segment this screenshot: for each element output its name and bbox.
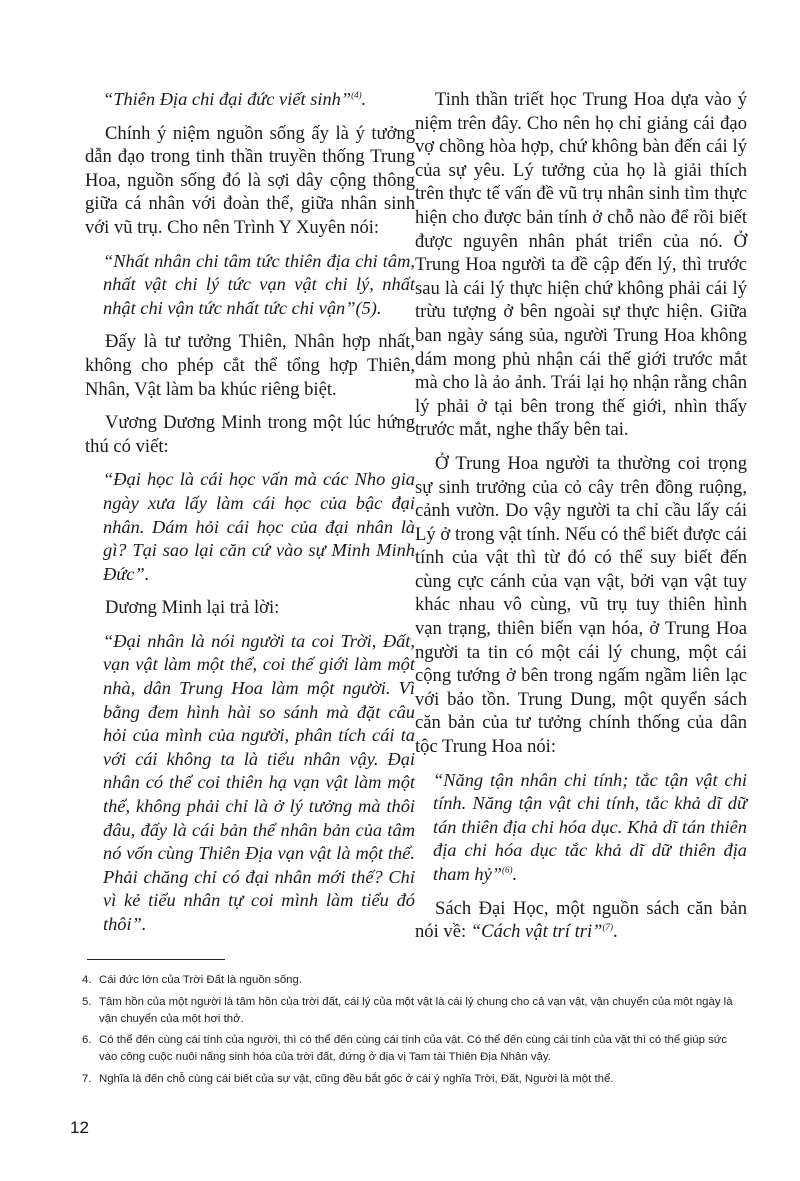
footnote-separator	[87, 959, 225, 960]
footnotes	[82, 972, 744, 1093]
footnote: 7. Nghĩa là đến chỗ cùng cái biết của sự vật, cũng đều bắt gốc ở cái ý nghĩa Trời, Đất, Người là một thể.	[82, 1072, 614, 1085]
quote-thien-dia: “Thiên Địa chi đại đức viết sinh”$^{(4)}$.	[103, 89, 367, 109]
footnote: 4. Cái đức lớn của Trời Đất là nguồn sống.	[82, 974, 303, 986]
paragraph: Sách Đại Học, một nguồn sách căn bản nói về: “Cách vật trí tri”$^{(7)}$.	[415, 897, 747, 943]
paragraph: Ở Trung Hoa người ta thường coi trọng sự sinh trưởng của cỏ cây trên đồng ruộng, cảnh vườn. Do vậy người ta chỉ cầu lấy cái Lý ở trong vật tính. Nếu có thể biết được cái tính của vật thì từ đó có thể suy biết đến cùng cực cánh của vạn vật, bởi vạn vật tuy khác nhau vô cùng, vũ trụ tuy thiên hình vạn trạng, thiên biến vạn hóa, ở Trung Hoa người ta tin có một cái lý chung, một cái cộng tướng ở bên trong ngấm ngầm liên lạc với bảo tồn. Trung Dung, một quyển sách căn bản của tư tưởng chính thống của dân tộc Trung Hoa nói:	[415, 452, 747, 758]
quote-vuong-duong-minh: “Đại học là cái học vấn mà các Nho gia ngày xưa lấy làm cái học của bậc đại nhân. Dám hỏi cái học của đại nhân là gì? Tại sao lại căn cứ vào sự Minh Minh Đức”.	[103, 469, 415, 584]
paragraph: Tinh thần triết học Trung Hoa dựa vào ý niệm trên đây. Cho nên họ chỉ giảng cái đạo vợ chồng hòa hợp, chứ không bàn đến cái lý của sự yêu. Lý tưởng của họ là giải thích trên thực tế vấn đề vũ trụ nhân sinh tìm thực hiện cho được bản tính ở chỗ nào để rồi biết được nguyên nhân phát triển của nó. Ở Trung Hoa người ta đề cập đến lý, thì trước sau là cái lý thực hiện chứ không phải cái lý trừu tượng ở bên ngoài sự thực hiện. Giữa ban ngày sáng sủa, người Trung Hoa không dám mong phủ nhận cái thế giới trước mắt mà cho là ảo ảnh. Trái lại họ nhận rằng chân lý phải ở tại bên trong thế giới, nhìn thấy trước mắt, nghe thấy bên tai.	[415, 89, 747, 441]
quote-trung-dung: “Năng tận nhân chi tính; tắc tận vật chi tính. Năng tận vật chi tính, tắc khả dĩ dữ tán thiên địa chi hóa dục. Khả dĩ tán thiên địa chi hóa dục tắc khả dĩ dữ thiên địa tham hỷ”$^{(6)}$.	[433, 769, 747, 884]
right-column	[415, 88, 747, 954]
paragraph: Dương Minh lại trả lời:	[105, 597, 280, 619]
quote-dai-nhan: “Đại nhân là nói người ta coi Trời, Đất, vạn vật làm một thể, coi thế giới làm một nhà, dân Trung Hoa làm một người. Vì bằng đem hình hài so sánh mà đặt câu hỏi của mình của người, phân tích cái ta với cái không ta là tiểu nhân vậy. Đại nhân có thể coi thiên hạ vạn vật làm một thể, không phải chỉ là ở lý tưởng mà thôi đâu, đấy là cái bản thể nhân bản của tâm nó vốn cùng Thiên Địa vạn vật là một thể. Phải chăng chỉ có đại nhân mới thế? Chỉ vì kẻ tiểu nhân tự coi mình làm tiểu đó thôi”.	[103, 630, 415, 934]
page-number: 12	[70, 1118, 89, 1137]
footnote: 5. Tâm hồn của một người là tâm hồn của trời đất, cái lý của một vật là cái lý chung cho cả vạn vật, vận chuyển của một ngày là vận chuyển của một hơi thở.	[82, 995, 733, 1025]
paragraph: Vương Dương Minh trong một lúc hứng thú có viết:	[85, 412, 415, 457]
quote-trinh-y-xuyen: “Nhất nhân chi tâm tức thiên địa chi tâm, nhất vật chi lý tức vạn vật chi lý, nhất nhật chi vận tức nhất tức chi vận”(5).	[103, 250, 415, 318]
paragraph: Chính ý niệm nguồn sống ấy là ý tưởng dẫn đạo trong tinh thần truyền thống Trung Hoa, nguồn sống đó là sợi dây cộng thông giữa cá nhân với đoàn thể, giữa nhân sinh với vũ trụ. Cho nên Trình Y Xuyên nói:	[85, 122, 415, 238]
footnote: 6. Có thể đến cùng cái tính của người, thì có thể đến cùng cái tính của vật. Có thể đến cùng cái tính của vật thì có thể giúp sức vào công cuộc nuôi nấng sinh hóa của trời đất, đứng ở địa vị Tam tài Thiên Địa Nhân vậy.	[82, 1034, 728, 1064]
left-column	[85, 88, 415, 947]
paragraph: Đấy là tư tưởng Thiên, Nhân hợp nhất, không cho phép cắt thể tổng hợp Thiên, Nhân, Vật làm ba khúc riêng biệt.	[85, 331, 415, 400]
